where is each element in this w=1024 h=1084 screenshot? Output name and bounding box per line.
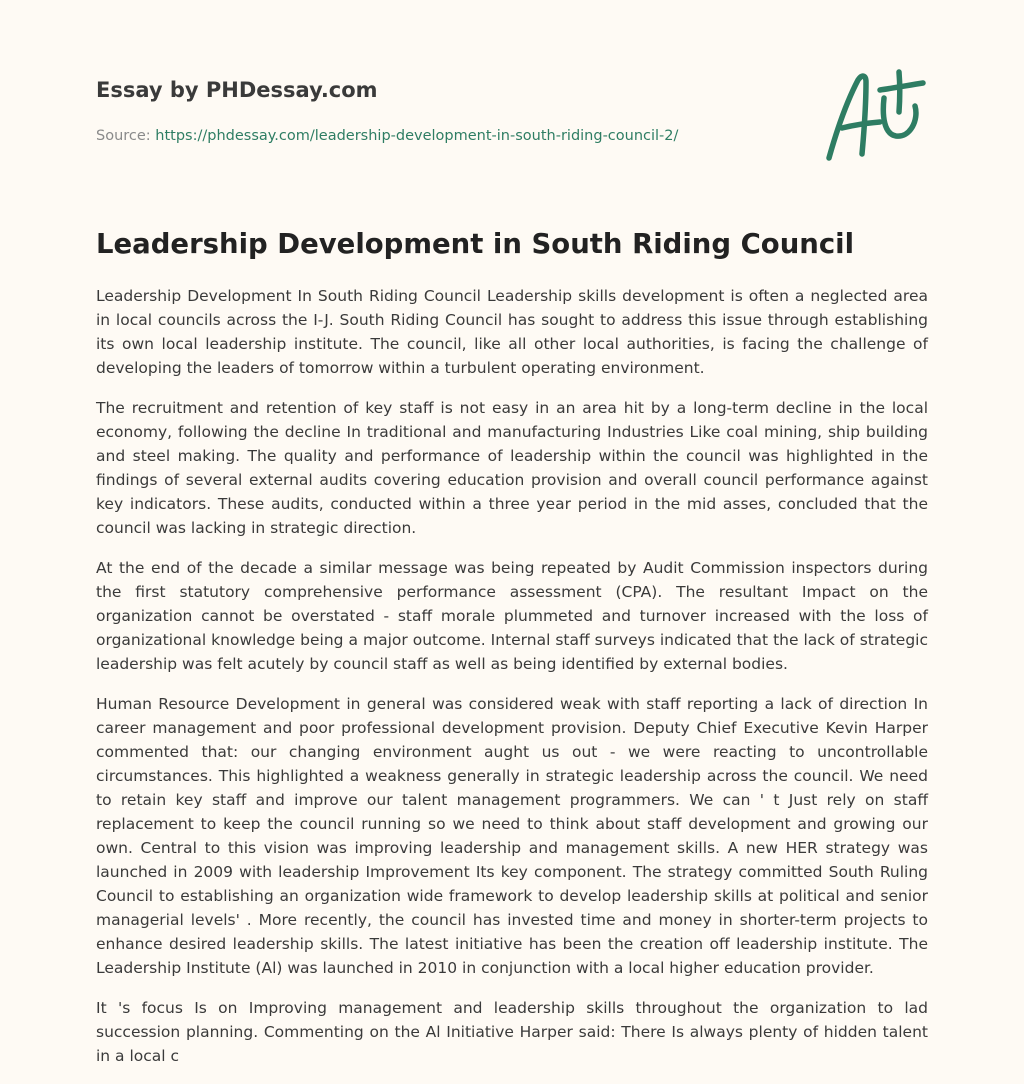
site-brand: Essay by PHDessay.com [96,78,378,102]
page-header [96,76,936,146]
source-line [96,126,936,146]
paragraph: At the end of the decade a similar message was being repeated by Audit Commission inspectors during the first statutory comprehensive performance assessment (CPA). The resultant Impact on the organization cannot be overstated - staff morale plummeted and turnover increased with the loss of organizational knowledge being a major outcome. Internal staff surveys indicated that the lack of strategic leadership was felt acutely by council staff as well as being identified by external bodies. [96,559,928,673]
paragraph: Leadership Development In South Riding Council Leadership skills development is often a neglected area in local councils across the I-J. South Riding Council has sought to address this issue through establishing its own local leadership institute. The council, like all other local authorities, is facing the challenge of developing the leaders of tomorrow within a turbulent operating environment. [96,287,928,377]
paragraph: It 's focus Is on Improving management and leadership skills throughout the organization to lad succession planning. Commenting on the Al Initiative Harper said: There Is always plenty of hidden talent in a local c [96,999,928,1065]
paragraph: Human Resource Development in general was considered weak with staff reporting a lack of direction In career management and poor professional development provision. Deputy Chief Executive Kevin Harper commented that: our changing environment aught us out - we were reacting to uncontrollable circumstances. This highlighted a weakness generally in strategic leadership across the council. We need to retain key staff and improve our talent management programmers. We can ' t Just rely on staff replacement to keep the council running so we need to think about staff development and growing our own. Central to this vision was improving leadership and management skills. A new HER strategy was launched in 2009 with leadership Improvement Its key component. The strategy committed South Ruling Council to establishing an organization wide framework to develop leadership skills at political and senior managerial levels' . More recently, the council has invested time and money in shorter-term projects to enhance desired leadership skills. The latest initiative has been the creation off leadership institute. The Leadership Institute (Al) was launched in 2010 in conjunction with a local higher education provider. [96,695,928,977]
a-plus-grade-icon [822,68,926,164]
paragraph: The recruitment and retention of key staff is not easy in an area hit by a long-term decline in the local economy, following the decline In traditional and manufacturing Industries Like coal mining, ship building and steel making. The quality and performance of leadership within the council was highlighted in the findings of several external audits covering education provision and overall council performance against key indicators. These audits, conducted within a three year period in the mid asses, concluded that the council was lacking in strategic direction. [96,399,928,537]
source-label: Source: [96,128,156,144]
source-link[interactable]: https://phdessay.com/leadership-development-in-south-riding-council-2/ [155,128,679,144]
page-title: Leadership Development in South Riding Council [96,228,855,260]
essay-body [96,284,928,1084]
